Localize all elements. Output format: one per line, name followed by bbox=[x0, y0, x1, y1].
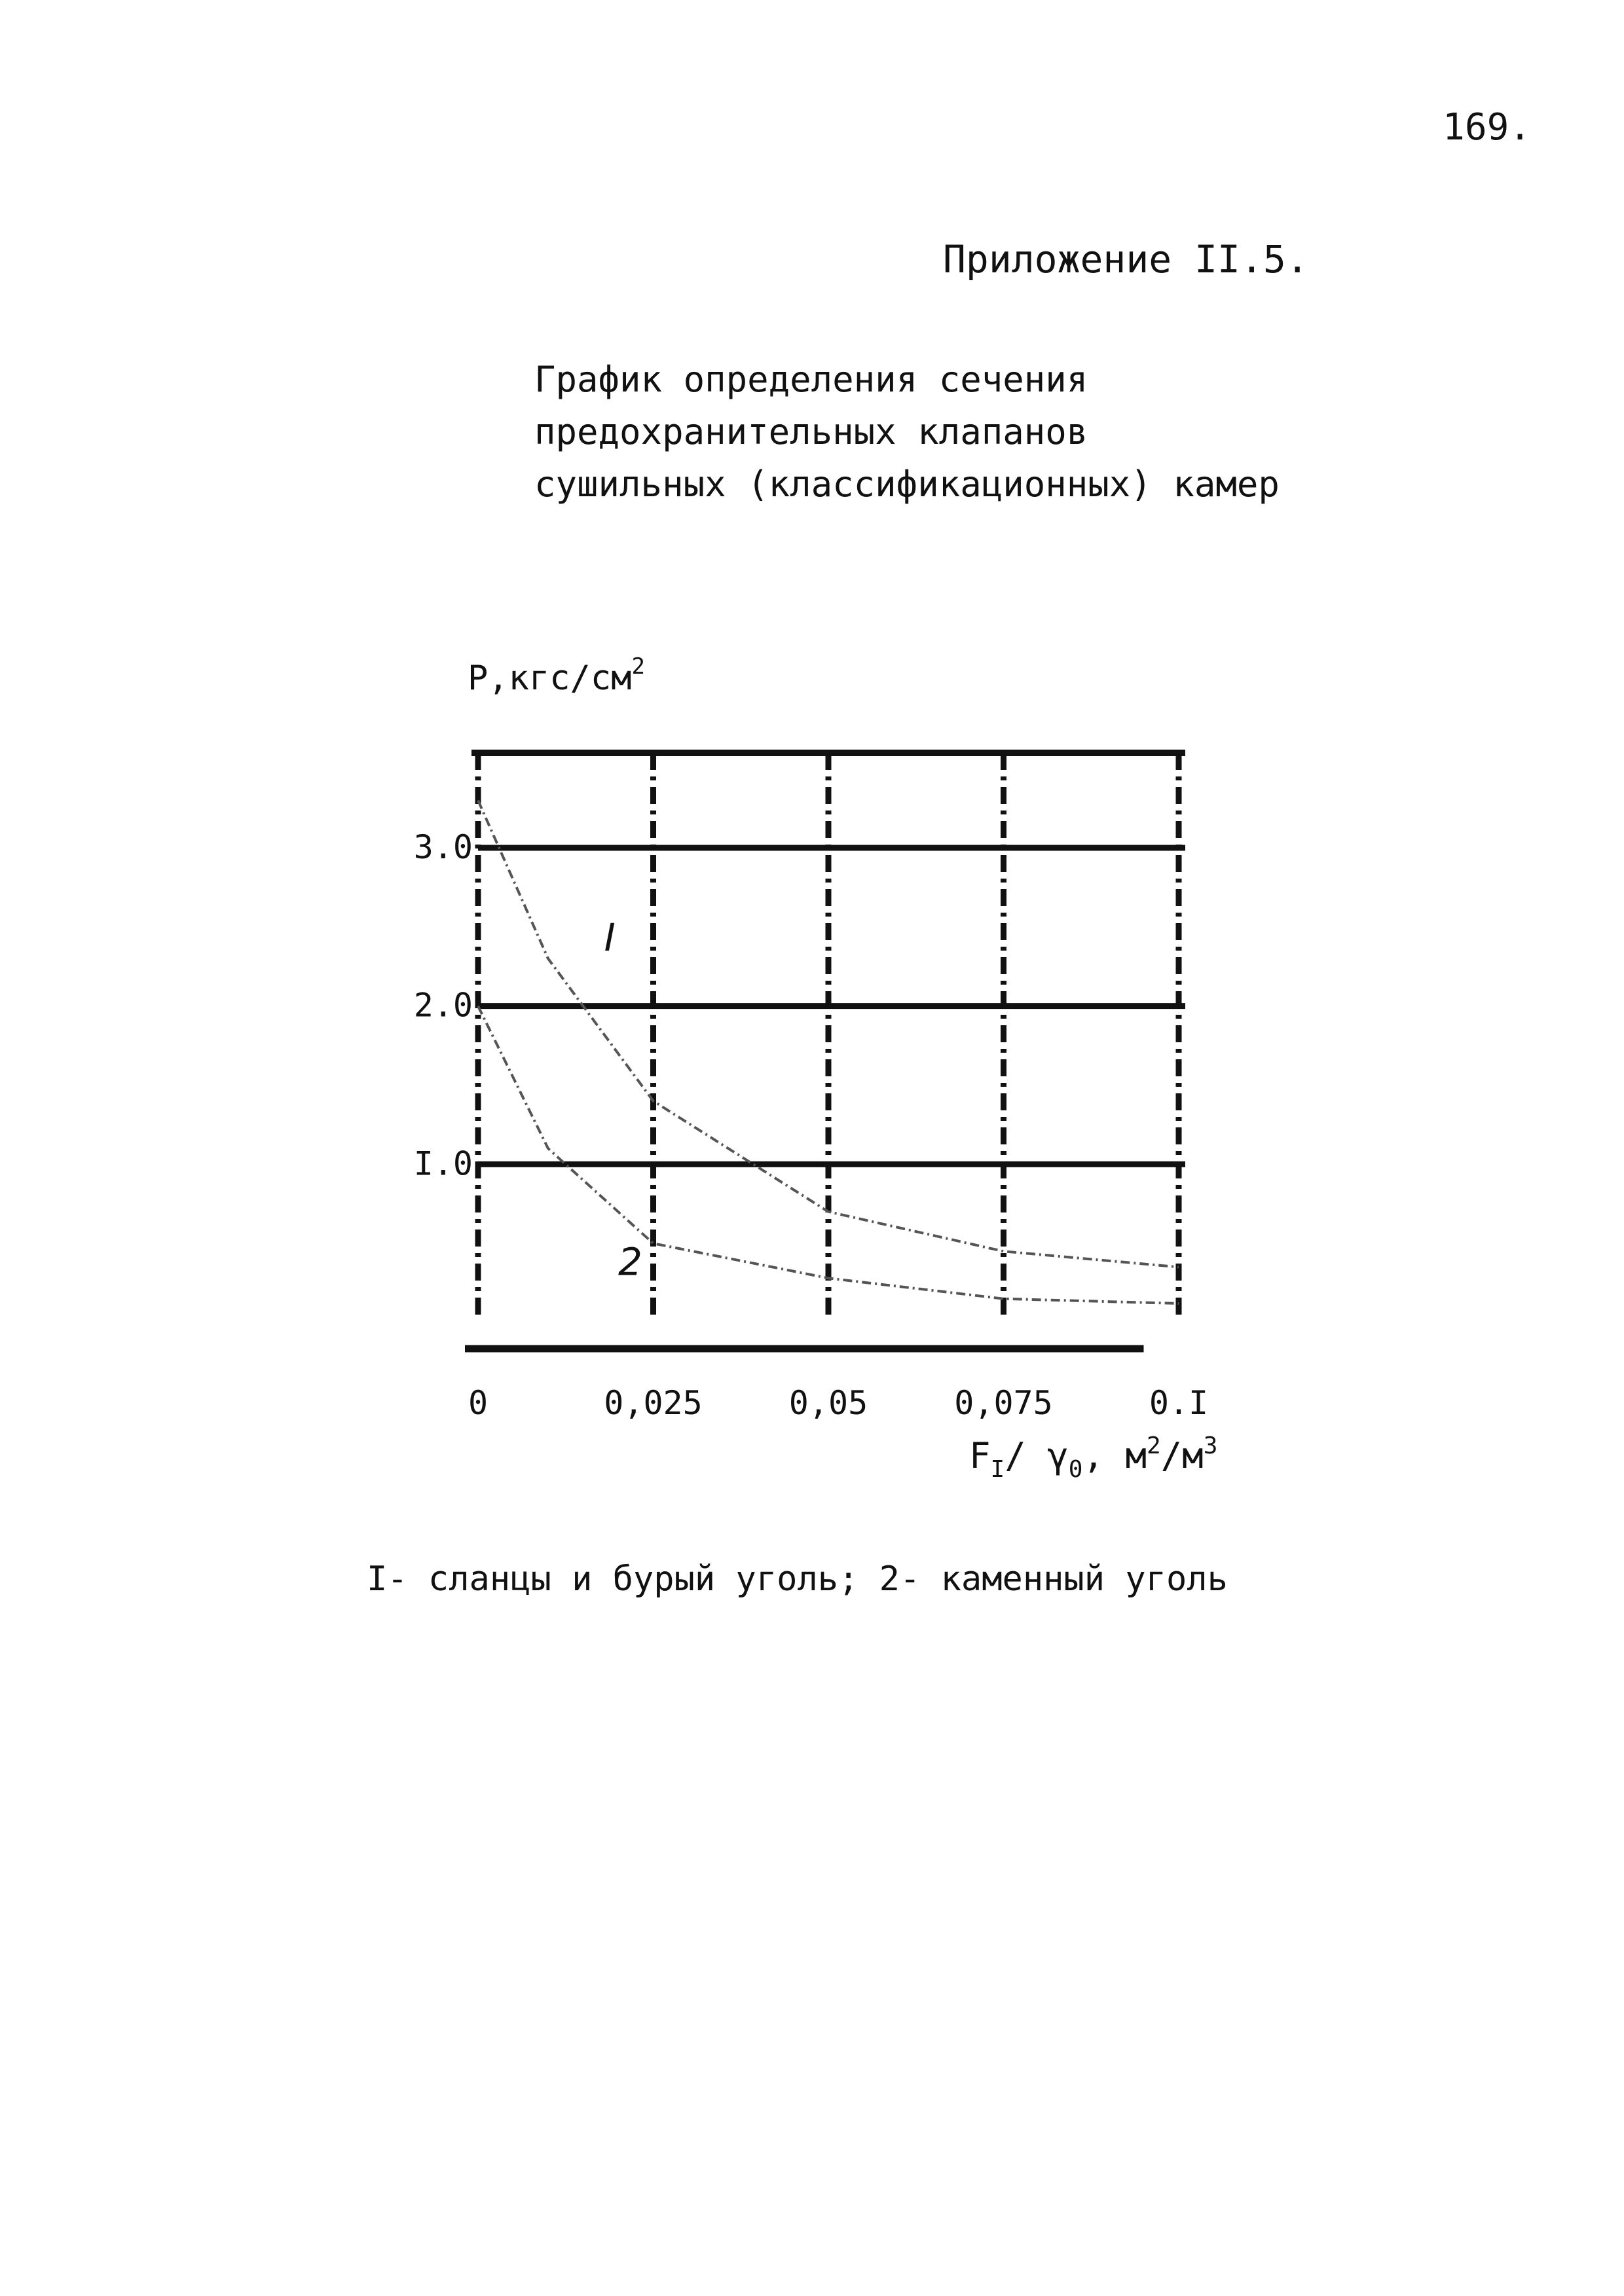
x-tick-label-1: 0,025 bbox=[604, 1384, 703, 1422]
legend: I- сланцы и бурый уголь; 2- каменный уголь bbox=[367, 1559, 1228, 1599]
y-tick-label-0: I.0 bbox=[413, 1144, 473, 1183]
x-axis-title-main: F bbox=[969, 1435, 991, 1476]
x-axis-title bbox=[969, 1432, 1217, 1483]
series-label-1: 2 bbox=[618, 1239, 642, 1285]
tick-labels bbox=[414, 828, 1208, 1422]
x-axis-title-sub1: I bbox=[990, 1456, 1005, 1483]
x-axis-title-sup1: 2 bbox=[1146, 1432, 1161, 1459]
chart bbox=[393, 733, 1244, 1427]
y-tick-label-1: 2.0 bbox=[413, 986, 473, 1025]
chart-title bbox=[534, 354, 1280, 511]
title-line-1: График определения сечения bbox=[534, 359, 1088, 400]
x-tick-label-4: 0.I bbox=[1149, 1384, 1209, 1422]
x-tick-label-0: 0 bbox=[468, 1384, 489, 1422]
x-axis-title-unit2: /м bbox=[1160, 1435, 1204, 1476]
y-axis-title-text: P,кгс/см bbox=[468, 659, 632, 698]
y-axis-title bbox=[468, 653, 645, 698]
x-tick-label-3: 0,075 bbox=[954, 1384, 1053, 1422]
grid bbox=[465, 753, 1185, 1349]
appendix-label: Приложение II.5. bbox=[943, 237, 1309, 282]
x-axis-title-sup2: 3 bbox=[1203, 1432, 1218, 1459]
y-axis-title-sup: 2 bbox=[631, 653, 645, 680]
y-tick-label-2: 3.0 bbox=[413, 828, 473, 866]
x-tick-label-2: 0,05 bbox=[788, 1384, 868, 1422]
series-label-0: I bbox=[604, 915, 616, 960]
title-line-3: сушильных (классификационных) камер bbox=[534, 464, 1280, 505]
x-axis-title-unit: , м bbox=[1082, 1435, 1147, 1476]
title-line-2: предохранительных клапанов bbox=[534, 411, 1088, 452]
x-axis-title-sub2: 0 bbox=[1068, 1456, 1083, 1483]
page-number: 169. bbox=[1443, 106, 1531, 149]
x-axis-title-sep: / γ bbox=[1005, 1435, 1069, 1476]
